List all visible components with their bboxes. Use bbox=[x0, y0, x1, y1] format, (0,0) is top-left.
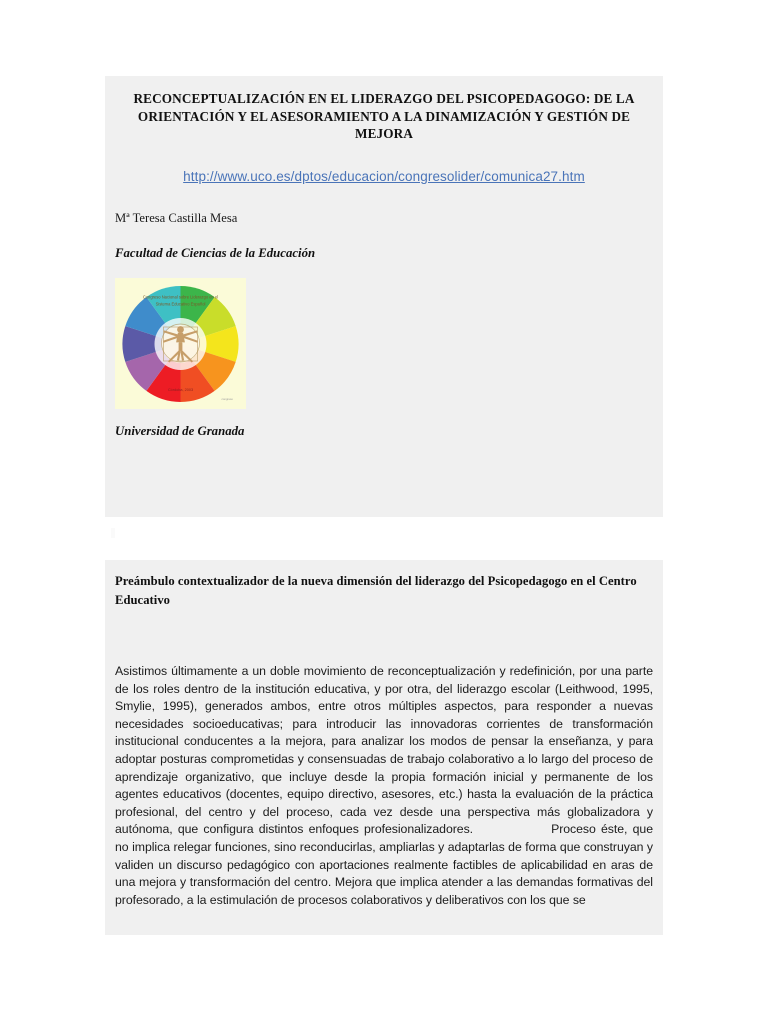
paragraph-part-1: Asistimos últimamente a un doble movimiento de reconceptualización y redefinición, por una parte de los roles dentro de la institución educativa, y por otra, del liderazgo escolar (Leithwood, 1995, Smylie, 1995), generados ambos, entre otros múltiples aspectos, para responder a nuevas necesidades socioeducativas; para introducir las innovadoras corrientes de transformación institucional conducentes a la mejora, para analizar los modos de pensar la enseñanza, y para adoptar posturas comprometidas y consensuadas de trabajo colaborativo a lo largo del proceso de aprendizaje organizativo, que incluye desde la propia formación inicial y permanente de los agentes educativos (docentes, equipo directivo, asesores, etc.) hasta la evaluación de la práctica profesional, del centro y del proceso, cada vez desde una perspectiva más globalizadora y autónoma, que configura distintos enfoques profesionalizadores. bbox=[115, 664, 653, 837]
scan-artifact bbox=[111, 528, 115, 538]
logo-caption-top-line2: Sistema Educativo Español bbox=[155, 301, 206, 306]
paragraph-part-2: Proceso éste, que no implica relegar funciones, sino reconducirlas, ampliarlas y adaptarlas de forma que construyan y validen un discurso pedagógico con aportaciones realmente factibles de aplicabilidad en aras de una mejora y transformación del centro. Mejora que implica atender a las demandas formativas del profesorado, a la estimulación de procesos colaborativos y deliberativos con los que se bbox=[115, 822, 653, 907]
source-url-link[interactable]: http://www.uco.es/dptos/educacion/congresolider/comunica27.htm bbox=[183, 168, 585, 184]
author-name-text: Mª Teresa Castilla Mesa bbox=[115, 210, 238, 225]
congress-logo bbox=[115, 278, 246, 409]
title-block bbox=[105, 76, 663, 517]
author-name bbox=[115, 210, 655, 226]
logo-caption-top-line1: Congreso Nacional sobre Liderazgo en el bbox=[142, 294, 219, 299]
logo-watermark: congreso bbox=[221, 396, 233, 401]
url-line bbox=[113, 168, 655, 186]
university-name: Universidad de Granada bbox=[115, 423, 245, 438]
page-title: RECONCEPTUALIZACIÓN EN EL LIDERAZGO DEL PSICOPEDAGOGO: DE LA ORIENTACIÓN Y EL ASESORAMIENTO A LA DINAMIZACIÓN Y GESTIÓN DE MEJORA bbox=[133, 91, 635, 141]
body-paragraph bbox=[115, 663, 655, 909]
section-heading: Preámbulo contextualizador de la nueva dimensión del liderazgo del Psicopedagogo en el Centro Educativo bbox=[115, 574, 637, 607]
logo-caption-bottom: Córdoba, 2003 bbox=[167, 387, 194, 392]
author-affiliation: Facultad de Ciencias de la Educación bbox=[115, 245, 316, 260]
color-wheel-icon bbox=[115, 278, 246, 409]
body-block bbox=[105, 560, 663, 935]
